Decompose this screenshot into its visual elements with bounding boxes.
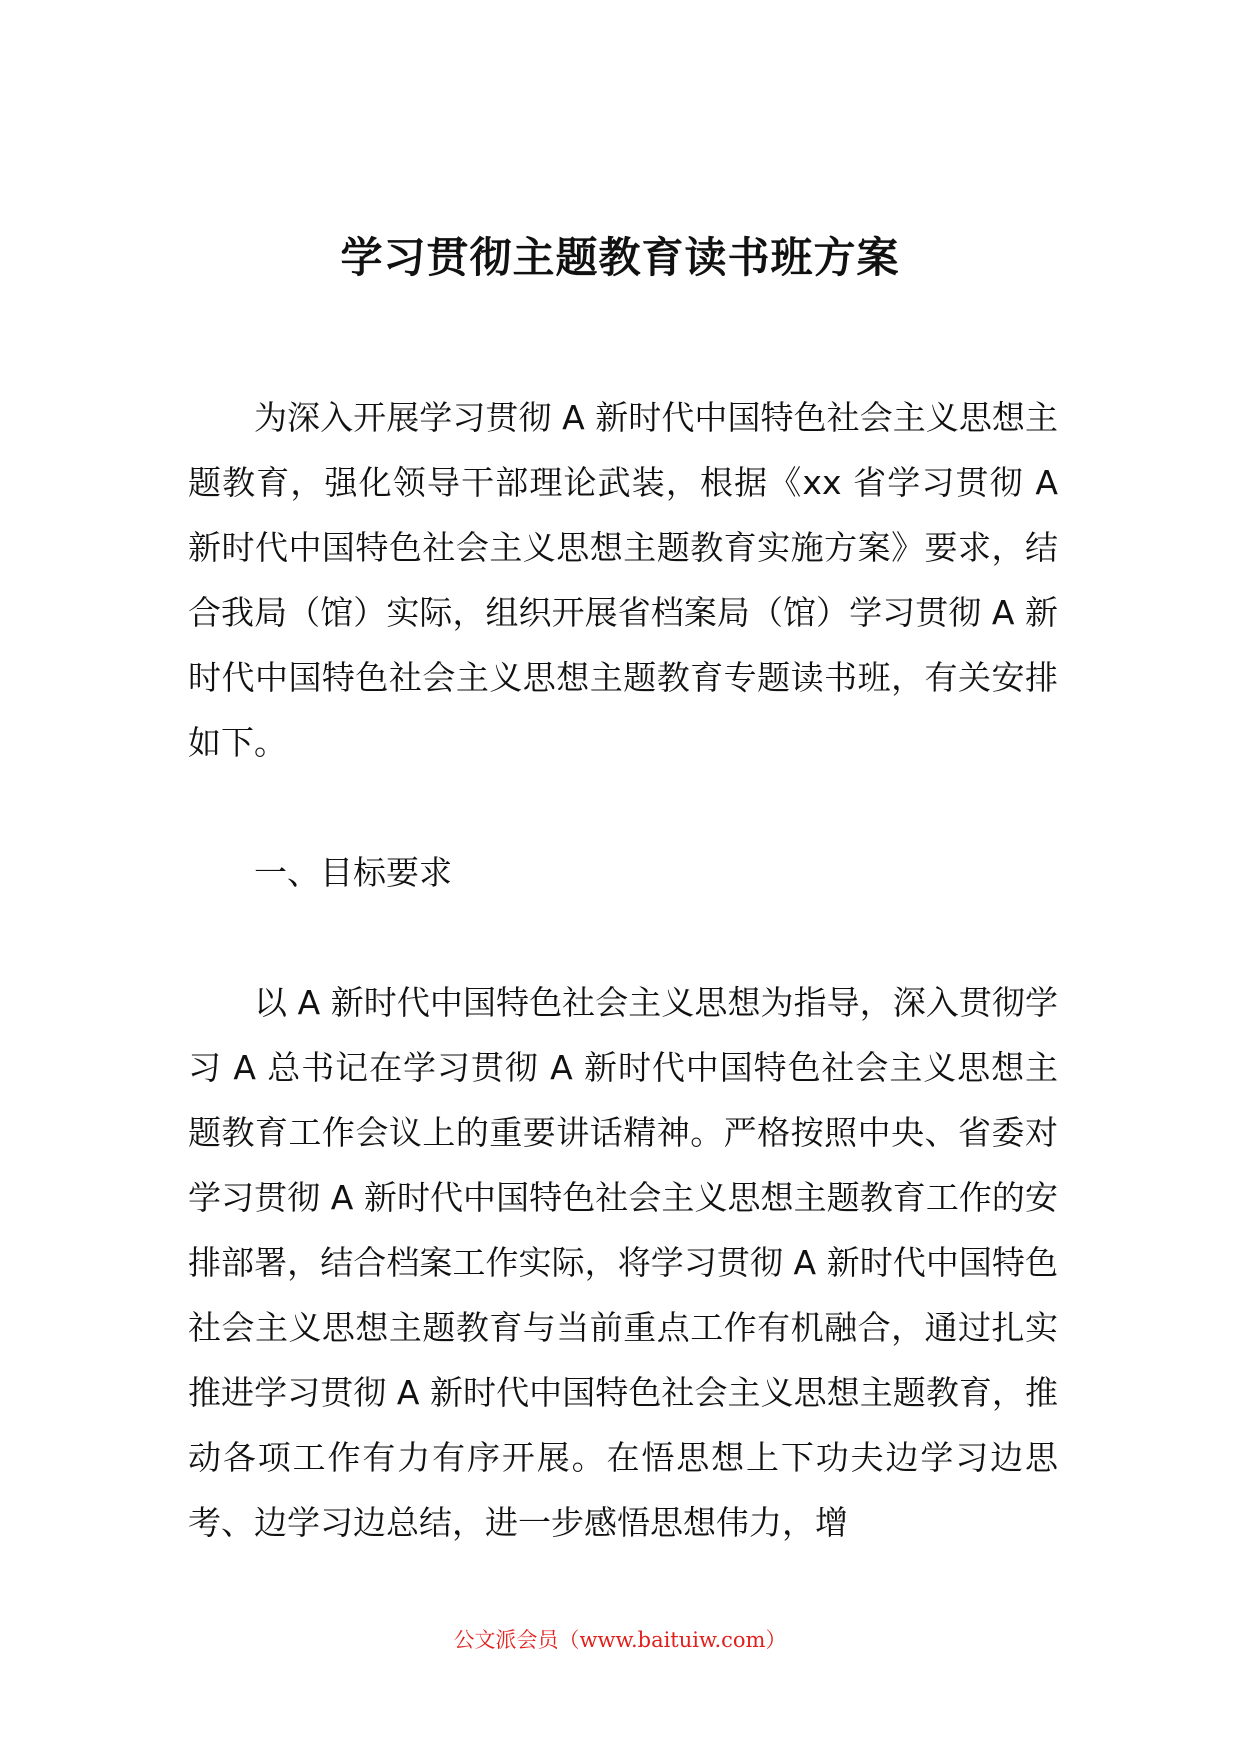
document-title: 学习贯彻主题教育读书班方案	[340, 233, 900, 283]
section-heading-goals: 一、目标要求	[254, 853, 452, 892]
footer-watermark: 公文派会员（www.baituiw.com）	[453, 1628, 787, 1652]
document-body	[188, 385, 1058, 1555]
section-paragraph-goals: 以 A 新时代中国特色社会主义思想为指导，深入贯彻学习 A 总书记在学习贯彻 A 新时代中国特色社会主义思想主题教育工作会议上的重要讲话精神。严格按照中央、省委对学习贯彻 A 新时代中国特色社会主义思想主题教育工作的安排部署，结合档案工作实际，将学习贯彻 A 新时代中国特色社会主义思想主题教育与当前重点工作有机融合，通过扎实推进学习贯彻 A 新时代中国特色社会主义思想主题教育，推动各项工作有力有序开展。在悟思想上下功夫边学习边思考、边学习边总结，进一步感悟思想伟力，增	[188, 983, 1058, 1542]
intro-paragraph: 为深入开展学习贯彻 A 新时代中国特色社会主义思想主题教育，强化领导干部理论武装，根据《xx 省学习贯彻 A 新时代中国特色社会主义思想主题教育实施方案》要求，结合我局（馆）实际，组织开展省档案局（馆）学习贯彻 A 新时代中国特色社会主义思想主题教育专题读书班，有关安排如下。	[188, 398, 1058, 762]
